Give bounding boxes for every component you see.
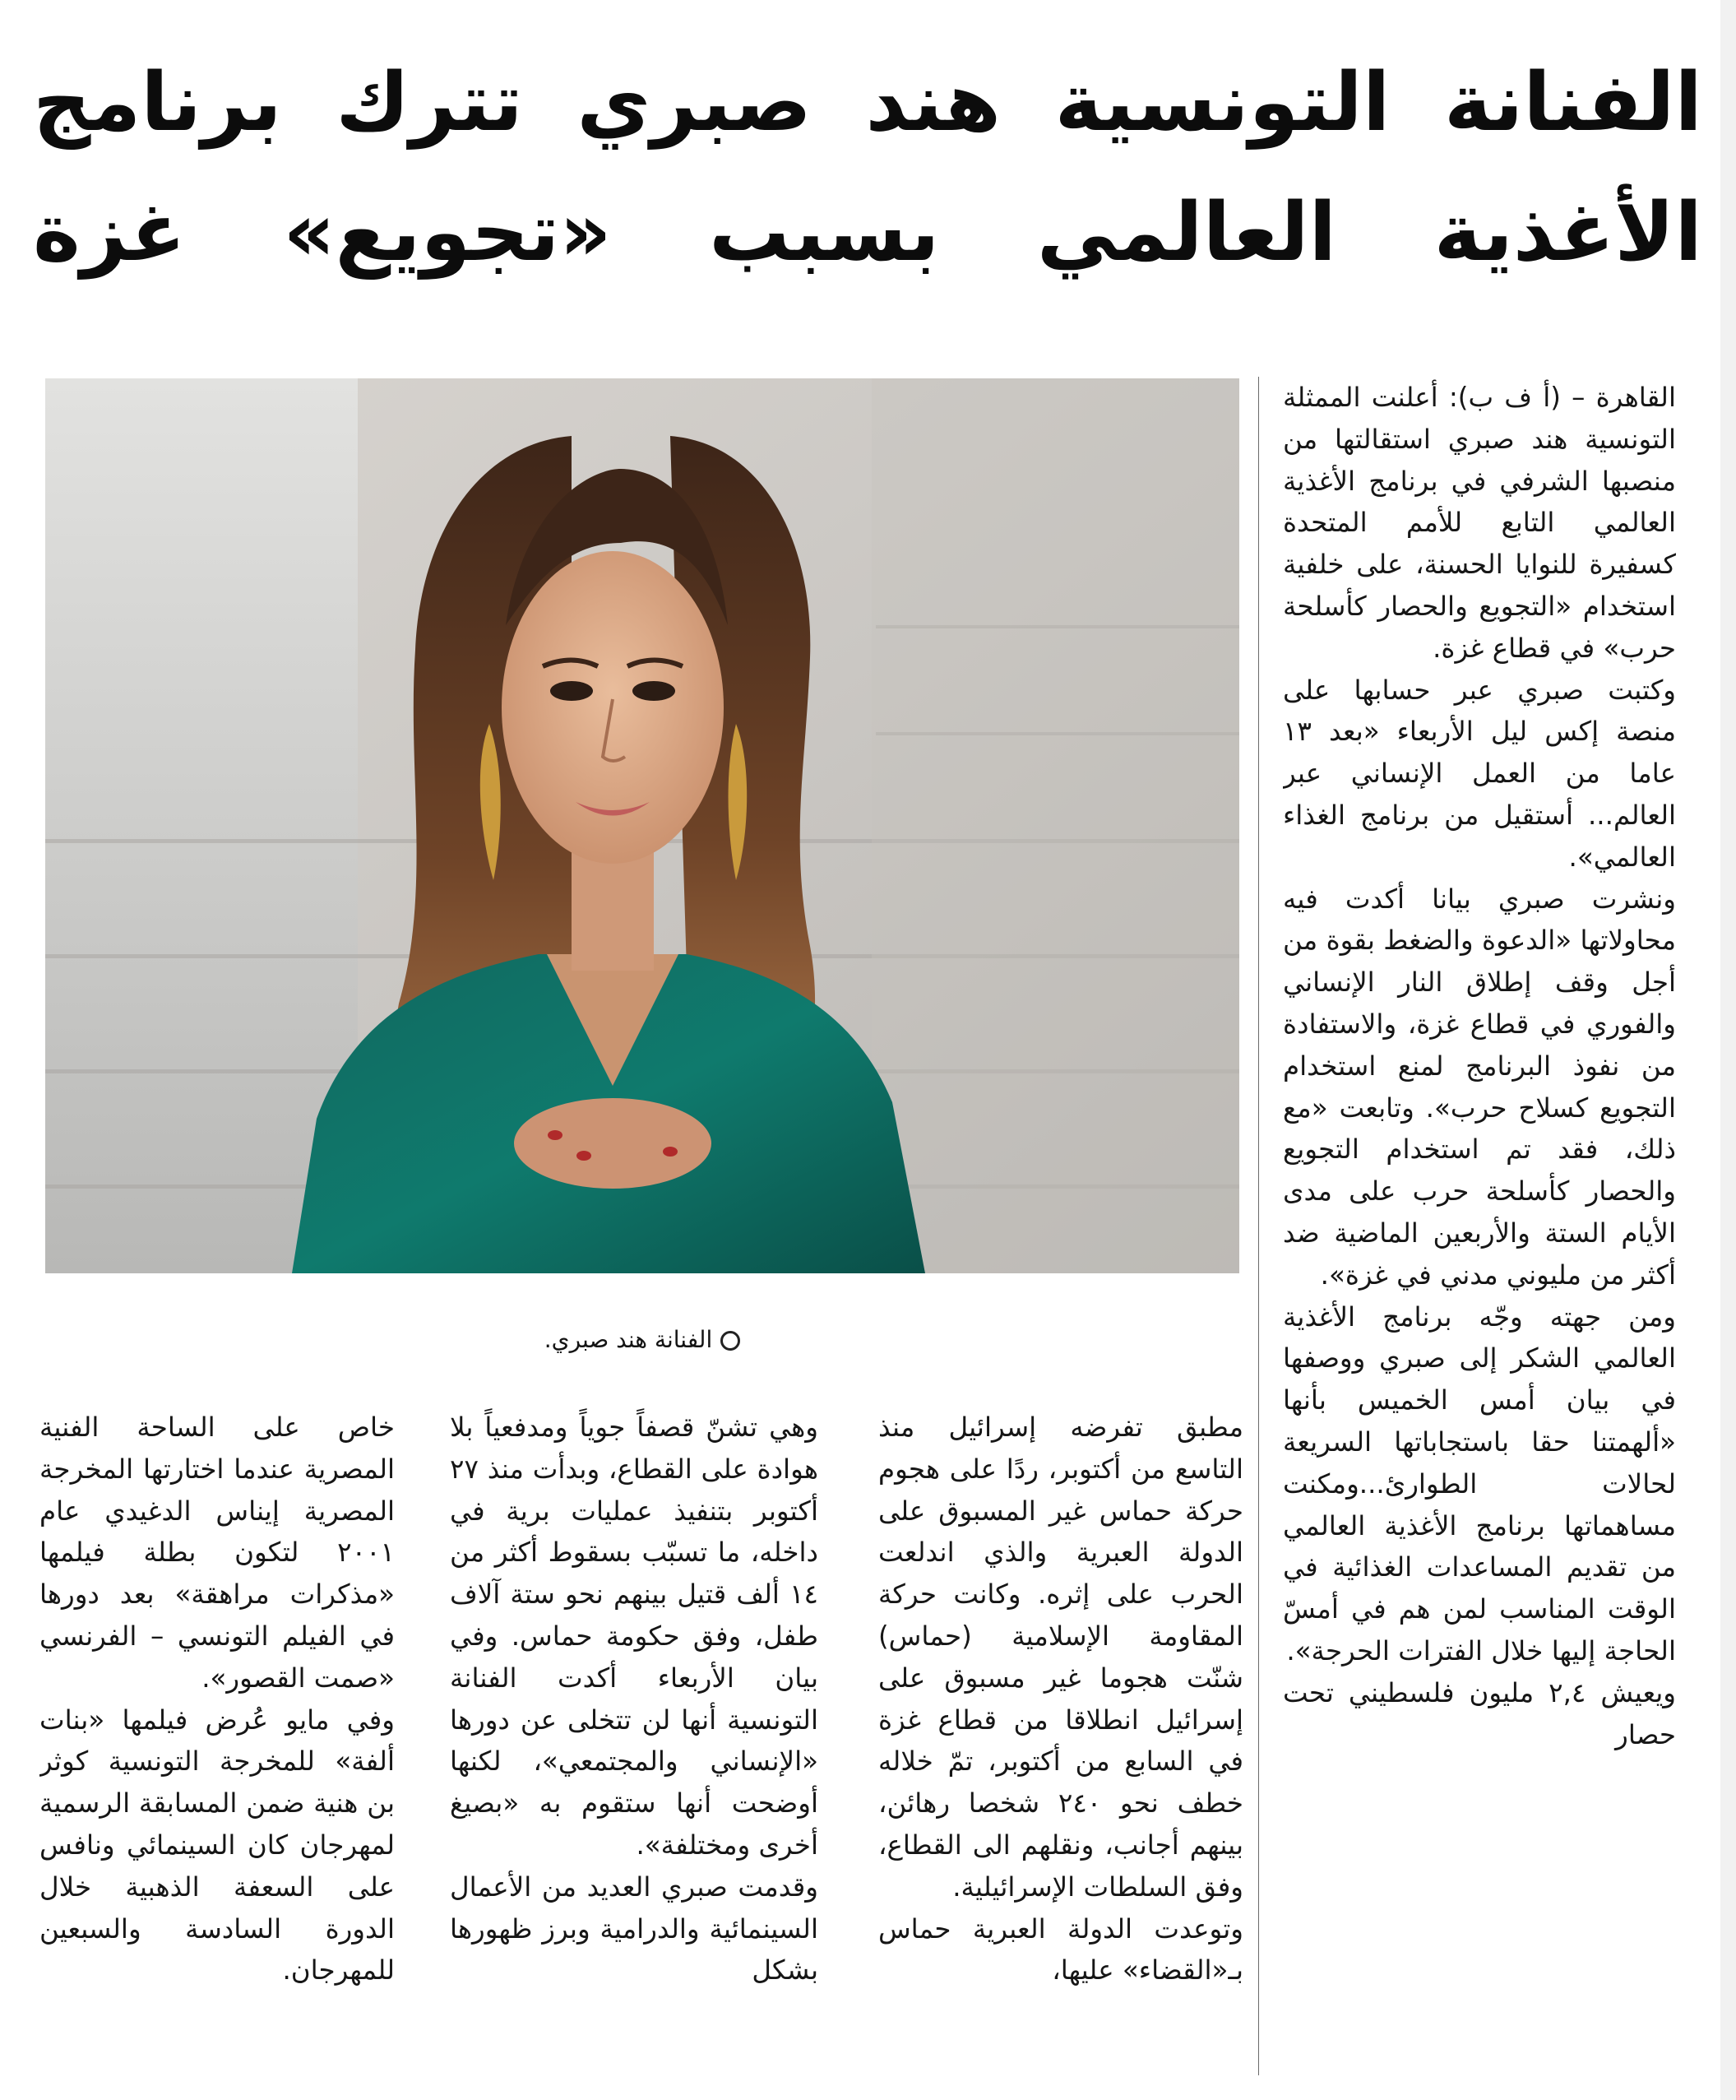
paragraph: ويعيش ٢,٤ مليون فلسطيني تحت حصار: [1283, 1676, 1676, 1750]
page-edge: [1720, 0, 1736, 2100]
photo-caption: [45, 1326, 1239, 1353]
headline-line-1: الفنانة التونسية هند صبري تترك برنامج: [33, 56, 1702, 150]
paragraph: مطبق تفرضه إسرائيل منذ التاسع من أكتوبر، ردًا على هجوم حركة حماس غير المسبوق على الدولة العبرية والذي اندلعت الحرب على إثره. وكانت حركة المقاومة الإسلامية (حماس) شنّت هجوما غير مسبوق على إسرائيل انطلاقا من قطاع غزة في السابع من أكتوبر، تمّ خلاله خطف نحو ٢٤٠ شخصا رهائن، بينهم أجانب، ونقلهم الى القطاع، وفق السلطات الإسرائيلية.: [878, 1412, 1243, 1903]
article-column-1: [1283, 377, 1676, 2084]
paragraph: خاص على الساحة الفنية المصرية عندما اختارتها المخرجة المصرية إيناس الدغيدي عام ٢٠٠١ لتكون بطلة فيلمها «مذكرات مراهقة» بعد دورها في الفيلم التونسي – الفرنسي «صمت القصور».: [39, 1412, 395, 1694]
headline-line-2: الأغذية العالمي بسبب «تجويع» غزة: [33, 186, 1702, 280]
paragraph: وهي تشنّ قصفاً جوياً ومدفعياً بلا هوادة على القطاع، وبدأت منذ ٢٧ أكتوبر بتنفيذ عمليات برية في داخله، ما تسبّب بسقوط أكثر من ١٤ ألف قتيل بينهم نحو ستة آلاف طفل، وفق حكومة حماس. وفي بيان الأربعاء أكدت الفنانة التونسية أنها لن تتخلى عن دورها «الإنساني والمجتمعي»، لكنها أوضحت أنها ستقوم به «بصيغ أخرى ومختلفة».: [450, 1412, 818, 1861]
article-column-3: [450, 1407, 818, 2089]
paragraph: ومن جهته وجّه برنامج الأغذية العالمي الشكر إلى صبري ووصفها في بيان أمس الخميس بأنها «ألهمتنا حقا باستجاباتها السريعة لحالات الطوارئ...ومكنت مساهماتها برنامج الأغذية العالمي من تقديم المساعدات الغذائية في الوقت المناسب لمن هم في أمسّ الحاجة إليها خلال الفترات الحرجة».: [1283, 1300, 1676, 1667]
caption-bullet-icon: [720, 1331, 740, 1351]
article-photo: [45, 378, 1239, 1273]
paragraph: وقدمت صبري العديد من الأعمال السينمائية والدرامية وبرز ظهورها بشكل: [450, 1871, 818, 1986]
paragraph: ونشرت صبري بيانا أكدت فيه محاولاتها «الدعوة والضغط بقوة من أجل وقف إطلاق النار الإنساني والفوري في قطاع غزة، والاستفادة من نفوذ البرنامج لمنع استخدام التجويع كسلاح حرب». وتابعت «مع ذلك، فقد تم استخدام التجويع والحصار كأسلحة حرب على مدى الأيام الستة والأربعين الماضية ضد أكثر من مليوني مدني في غزة».: [1283, 883, 1676, 1291]
paragraph: وفي مايو عُرض فيلمها «بنات ألفة» للمخرجة التونسية كوثر بن هنية ضمن المسابقة الرسمية لمهرجان كان السينمائي ونافس على السعفة الذهبية خلال الدورة السادسة والسبعين للمهرجان.: [39, 1704, 395, 1986]
caption-text: الفنانة هند صبري.: [544, 1326, 713, 1353]
article-column-2: [878, 1407, 1243, 2089]
column-divider: [1258, 377, 1259, 2075]
paragraph: القاهرة – (أ ف ب): أعلنت الممثلة التونسية هند صبري استقالتها من منصبها الشرفي في برنامج الأغذية العالمي التابع للأمم المتحدة كسفيرة للنوايا الحسنة، على خلفية استخدام «التجويع والحصار كأسلحة حرب» في قطاع غزة.: [1283, 382, 1676, 664]
article-column-4: [39, 1407, 395, 2089]
portrait-image: [45, 378, 1239, 1273]
paragraph: وكتبت صبري عبر حسابها على منصة إكس ليل الأربعاء «بعد ١٣ عاما من العمل الإنساني عبر العالم... أستقيل من برنامج الغذاء العالمي».: [1283, 674, 1676, 873]
paragraph: وتوعدت الدولة العبرية حماس بـ«القضاء» عليها،: [878, 1912, 1243, 1986]
